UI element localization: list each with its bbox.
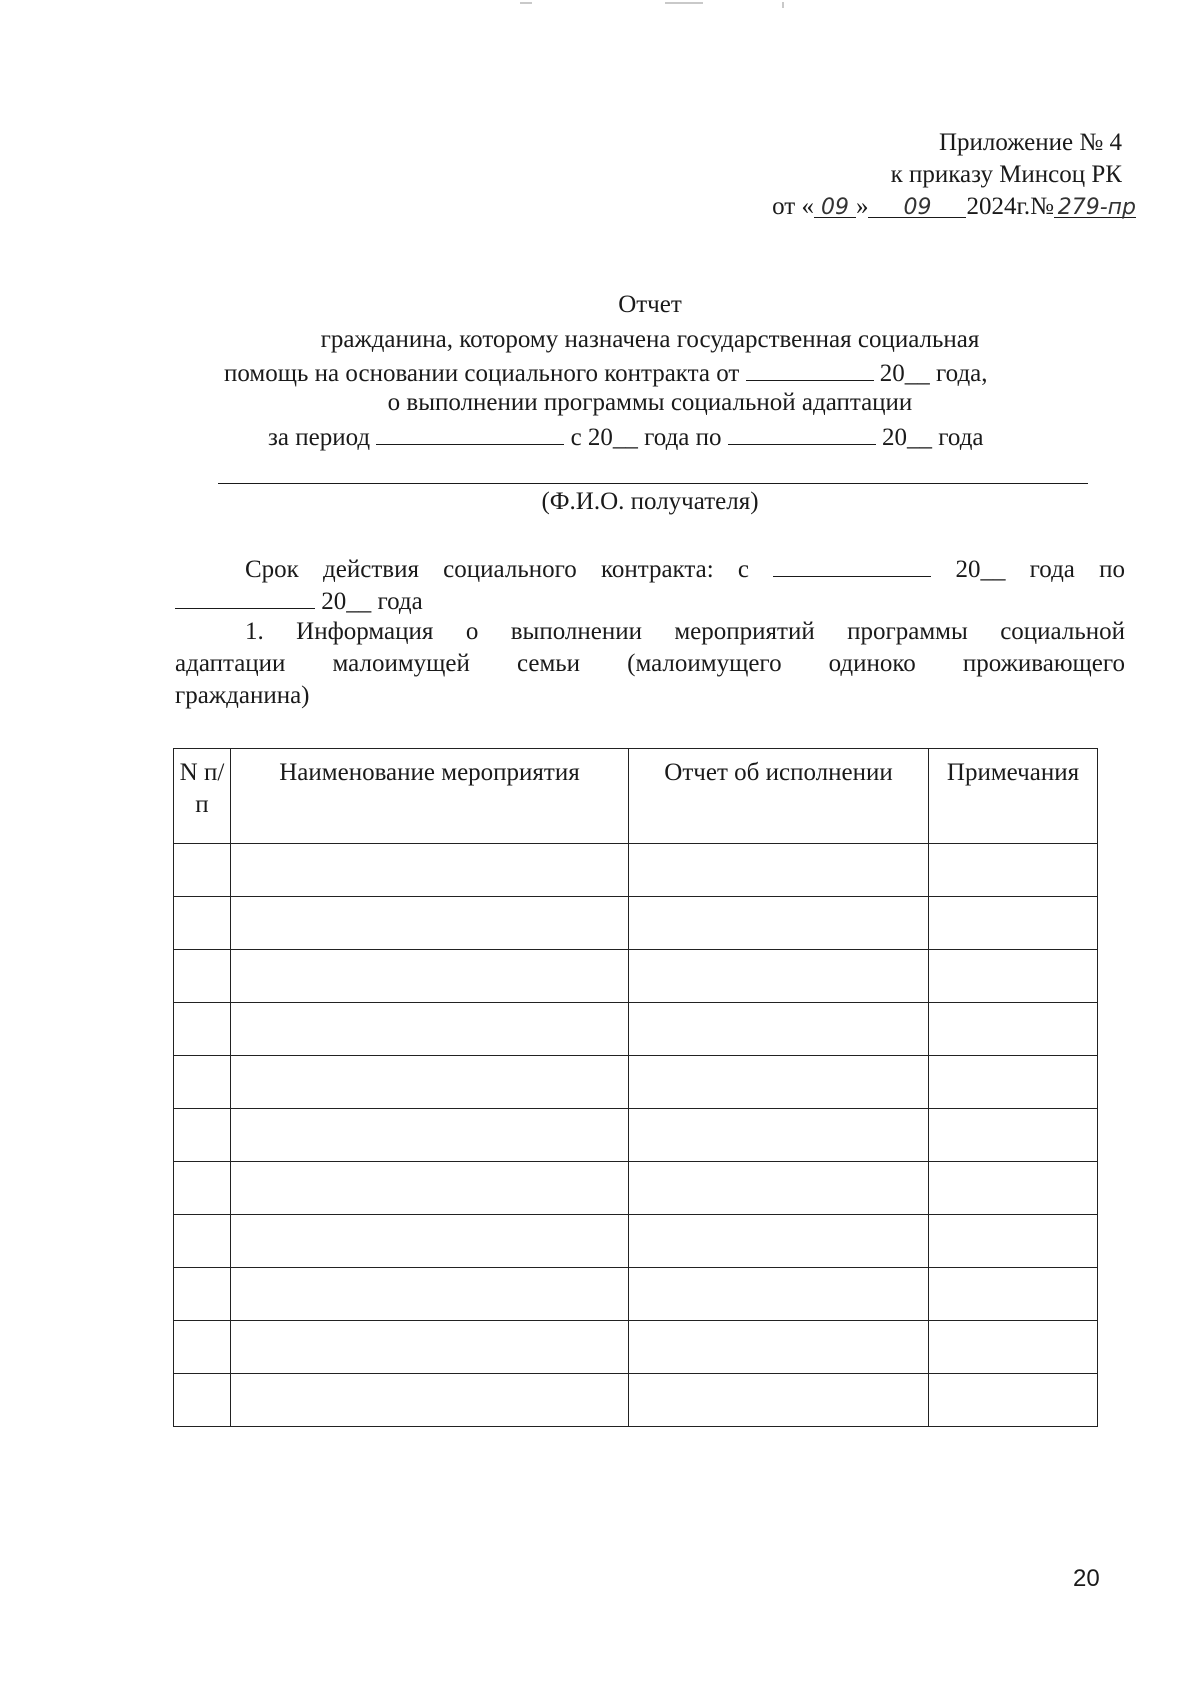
order-number-handwritten: 279-пр — [1054, 193, 1136, 218]
contract-term-start-blank — [773, 552, 931, 577]
period-mid-text: с 20__ года по — [570, 424, 722, 451]
activities-table — [173, 748, 1098, 1427]
table-cell[interactable] — [231, 1003, 629, 1056]
table-cell[interactable] — [929, 897, 1098, 950]
table-cell[interactable] — [231, 844, 629, 897]
contract-from-text: помощь на основании социального контракта от — [224, 360, 740, 387]
section1-line-2 — [175, 649, 1125, 679]
report-title: Отчет — [618, 291, 682, 318]
contract-term-end-blank — [175, 584, 315, 609]
table-header-row — [174, 749, 1098, 844]
table-cell[interactable] — [174, 950, 231, 1003]
table-row — [174, 1321, 1098, 1374]
table-cell[interactable] — [629, 1215, 929, 1268]
header-activity-name: Наименование мероприятия — [231, 749, 629, 844]
table-cell[interactable] — [629, 950, 929, 1003]
header-notes: Примечания — [929, 749, 1098, 844]
date-month-handwritten: 09 — [868, 193, 966, 218]
table-cell[interactable] — [174, 1162, 231, 1215]
table-row — [174, 950, 1098, 1003]
header-execution-report: Отчет об исполнении — [629, 749, 929, 844]
contract-date-blank — [746, 356, 874, 381]
table-row — [174, 844, 1098, 897]
table-cell[interactable] — [174, 897, 231, 950]
table-cell[interactable] — [231, 1374, 629, 1427]
table-row — [174, 1056, 1098, 1109]
table-cell[interactable] — [929, 1056, 1098, 1109]
contract-year-text: 20__ года, — [879, 360, 988, 387]
table-row — [174, 897, 1098, 950]
table-cell[interactable] — [929, 1321, 1098, 1374]
table-cell[interactable] — [929, 1374, 1098, 1427]
table-body — [174, 844, 1098, 1427]
table-row — [174, 1162, 1098, 1215]
table-cell[interactable] — [629, 1374, 929, 1427]
table-cell[interactable] — [231, 1056, 629, 1109]
table-row — [174, 1215, 1098, 1268]
table-cell[interactable] — [174, 1056, 231, 1109]
table-cell[interactable] — [231, 1162, 629, 1215]
table-cell[interactable] — [174, 1374, 231, 1427]
table-cell[interactable] — [629, 1162, 929, 1215]
table-cell[interactable] — [174, 1215, 231, 1268]
table-cell[interactable] — [629, 1268, 929, 1321]
table-cell[interactable] — [929, 844, 1098, 897]
appendix-order: к приказу Минсоц РК — [890, 161, 1122, 188]
table-cell[interactable] — [929, 1268, 1098, 1321]
report-period-line — [268, 420, 984, 453]
contract-term-text: Срок действия социального контракта: с — [245, 556, 749, 583]
section1-text-2: адаптации малоимущей семьи (малоимущего одиноко проживающего — [175, 650, 1125, 677]
table-cell[interactable] — [231, 897, 629, 950]
table-cell[interactable] — [174, 844, 231, 897]
table-cell[interactable] — [629, 844, 929, 897]
section1-line-3: гражданина) — [175, 682, 310, 709]
table-cell[interactable] — [629, 897, 929, 950]
scan-artifact — [520, 0, 790, 8]
contract-term-line-1 — [245, 552, 1125, 585]
fio-signature-line — [218, 483, 1088, 484]
table-row — [174, 1268, 1098, 1321]
table-cell[interactable] — [174, 1268, 231, 1321]
report-subtitle-2 — [224, 356, 988, 389]
table-cell[interactable] — [231, 1109, 629, 1162]
contract-term-mid: 20__ года по — [955, 556, 1126, 583]
table-cell[interactable] — [929, 950, 1098, 1003]
table-cell[interactable] — [174, 1003, 231, 1056]
table-row — [174, 1109, 1098, 1162]
date-year-suffix: 2024г.№ — [966, 193, 1054, 220]
appendix-title: Приложение № 4 — [938, 129, 1122, 156]
contract-term-line-2 — [175, 584, 423, 617]
period-year-text: 20__ года — [882, 424, 984, 451]
section1-text-1: 1. Информация о выполнении мероприятий программы социальной — [245, 618, 1125, 645]
table-cell[interactable] — [929, 1215, 1098, 1268]
table-cell[interactable] — [629, 1109, 929, 1162]
period-label: за период — [268, 424, 371, 451]
report-subtitle-3: о выполнении программы социальной адаптации — [387, 389, 913, 416]
fio-caption: (Ф.И.О. получателя) — [541, 488, 759, 515]
period-start-blank — [376, 420, 564, 445]
table-cell[interactable] — [629, 1056, 929, 1109]
table-cell[interactable] — [629, 1321, 929, 1374]
table-cell[interactable] — [231, 1268, 629, 1321]
period-end-blank — [728, 420, 876, 445]
report-subtitle-1: гражданина, которому назначена государственная социальная — [320, 326, 980, 353]
table-cell[interactable] — [231, 1215, 629, 1268]
table-cell[interactable] — [174, 1321, 231, 1374]
table-row — [174, 1003, 1098, 1056]
table-cell[interactable] — [929, 1003, 1098, 1056]
table-cell[interactable] — [929, 1162, 1098, 1215]
table-cell[interactable] — [231, 1321, 629, 1374]
date-day-handwritten: 09 — [814, 193, 856, 218]
section1-line-1 — [245, 617, 1125, 647]
date-mid: » — [855, 193, 869, 220]
table-row — [174, 1374, 1098, 1427]
date-prefix: от « — [772, 193, 814, 220]
table-cell[interactable] — [231, 950, 629, 1003]
appendix-date-line — [772, 192, 1136, 222]
page-number: 20 — [1073, 1565, 1100, 1592]
header-number: N п/п — [174, 749, 231, 844]
table-cell[interactable] — [629, 1003, 929, 1056]
table-cell[interactable] — [929, 1109, 1098, 1162]
contract-term-end-text: 20__ года — [321, 588, 423, 615]
table-cell[interactable] — [174, 1109, 231, 1162]
